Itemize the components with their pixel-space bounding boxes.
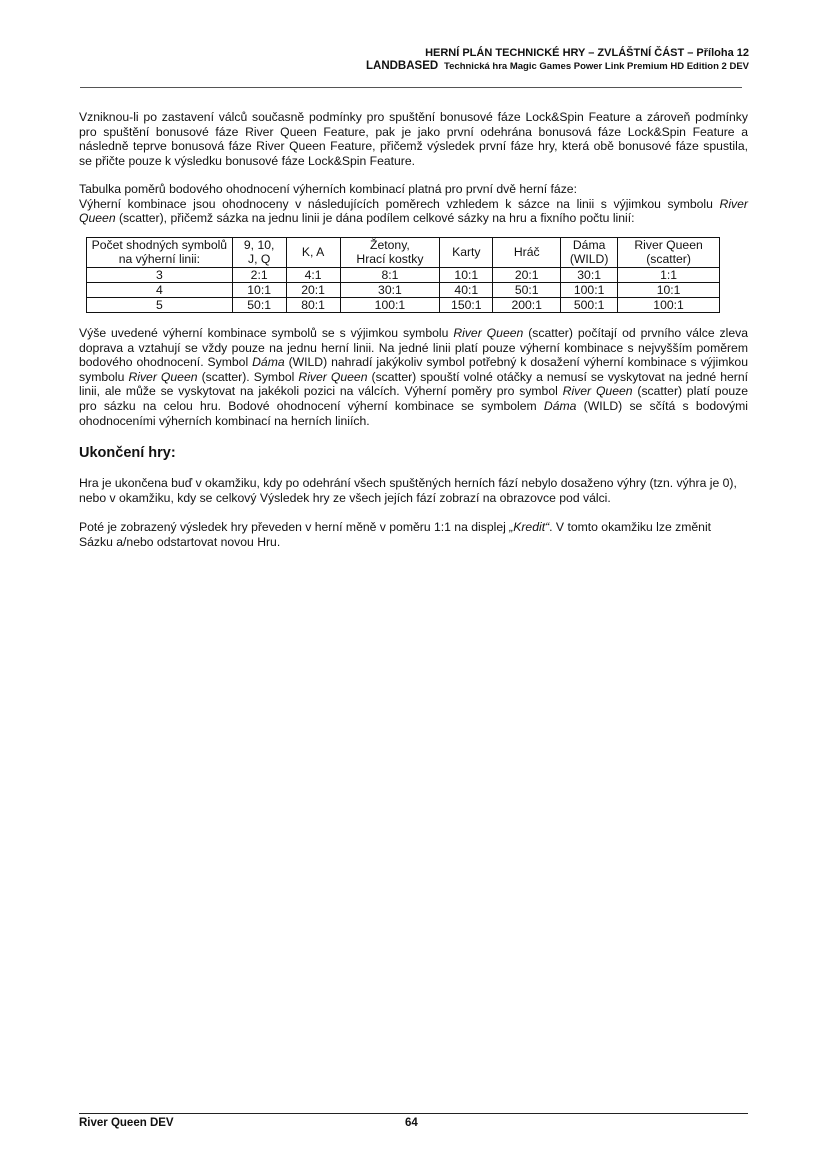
table-cell: 10:1 xyxy=(232,283,286,298)
section-heading: Ukončení hry: xyxy=(79,445,176,461)
text-line xyxy=(79,520,748,535)
text-italic: River xyxy=(719,196,748,211)
table-row xyxy=(87,268,720,283)
table-cell: 10:1 xyxy=(440,268,493,283)
table-cell: 80:1 xyxy=(286,298,340,313)
header-cell-9-10-j-q xyxy=(232,238,286,268)
table-cell: 30:1 xyxy=(561,268,618,283)
text-span: bodového ohodnocení. Symbol xyxy=(79,355,253,370)
header-subtitle xyxy=(366,60,749,73)
text-line: následně teprve bonusová fáze River Queen Feature, přičemž výsledek první fáze hry, která obě bonusové fáze spustila, xyxy=(79,139,748,154)
header-text: River Queen xyxy=(634,237,703,252)
footer-document-name: River Queen DEV xyxy=(79,1117,174,1129)
table-cell: 20:1 xyxy=(286,283,340,298)
header-cell-k-a: K, A xyxy=(286,238,340,268)
table-cell: 3 xyxy=(87,268,233,283)
header-text: Dáma xyxy=(572,237,606,252)
table-cell: 100:1 xyxy=(340,298,440,313)
table-cell: 10:1 xyxy=(618,283,720,298)
header-cell-dama xyxy=(561,238,618,268)
text-italic: River Queen xyxy=(298,369,368,384)
table-cell: 4:1 xyxy=(286,268,340,283)
header-text: (scatter) xyxy=(646,251,691,266)
text-line: Hra je ukončena buď v okamžiku, kdy po odehrání všech spuštěných herních fází nebylo dosaženo výhry (tzn. výhra je 0), xyxy=(79,476,737,490)
text-line: Vzniknou-li po zastavení válců současně podmínky pro spuštění bonusové fáze Lock&Spin Feature a zároveň podmínky xyxy=(79,110,748,124)
table-row xyxy=(87,298,720,313)
text-line xyxy=(79,326,748,341)
table-cell: 30:1 xyxy=(340,283,440,298)
header-text: Žetony, xyxy=(370,237,410,252)
text-span: (scatter). Symbol xyxy=(197,369,299,384)
header-text: na výherní linii: xyxy=(118,251,200,266)
text-italic: Dáma xyxy=(543,398,577,413)
text-line xyxy=(79,197,748,212)
text-italic: River Queen xyxy=(453,326,524,340)
text-italic: River Queen xyxy=(128,369,198,384)
text-span: (scatter) spouští volné otáčky a nemusí se vyskytovat na jedné herní xyxy=(367,369,749,384)
header-text: Hrací kostky xyxy=(356,251,424,266)
text-italic: Dáma xyxy=(252,355,285,370)
text-line: se přičte pouze k výsledku bonusové fáze Lock&Spin Feature. xyxy=(79,153,416,168)
footer-page-number: 64 xyxy=(405,1117,418,1129)
text-span: (scatter) platí pouze xyxy=(632,384,748,399)
text-italic: River Queen xyxy=(562,384,633,399)
table-cell: 40:1 xyxy=(440,283,493,298)
paragraph-credit-transfer xyxy=(79,520,748,549)
table-cell: 500:1 xyxy=(561,298,618,313)
header-text: Počet shodných symbolů xyxy=(91,237,228,252)
table-cell: 5 xyxy=(87,298,233,313)
table-cell: 100:1 xyxy=(561,283,618,298)
text-span: Výše uvedené výherní kombinace symbolů se s výjimkou symbolu xyxy=(79,326,454,340)
text-line xyxy=(79,370,748,385)
text-line: Sázku a/nebo odstartovat novou Hru. xyxy=(79,534,281,549)
text-italic: „Kredit“ xyxy=(509,520,550,534)
header-cell-count xyxy=(87,238,233,268)
header-game-name: Technická hra Magic Games Power Link Premium HD Edition 2 DEV xyxy=(444,61,749,72)
paytable xyxy=(86,237,720,313)
text-line xyxy=(79,211,748,226)
header-divider xyxy=(80,87,742,88)
table-cell: 4 xyxy=(87,283,233,298)
page-header xyxy=(366,47,749,73)
text-line: Tabulka poměrů bodového ohodnocení výherních kombinací platná pro první dvě herní fáze: xyxy=(79,182,577,196)
paragraph-bonus-order xyxy=(79,110,748,168)
table-cell: 100:1 xyxy=(618,298,720,313)
header-title: HERNÍ PLÁN TECHNICKÉ HRY – ZVLÁŠTNÍ ČÁST – Příloha 12 xyxy=(425,47,749,59)
table-cell: 50:1 xyxy=(232,298,286,313)
text-span: Výherní kombinace jsou ohodnoceny v následujících poměrech vzhledem k sázce na linii s výjimkou symbolu xyxy=(79,196,720,211)
header-landbased: LANDBASED xyxy=(365,60,439,72)
text-line: ohodnoceními výherních kombinací na herních liniích. xyxy=(79,413,370,428)
table-cell: 50:1 xyxy=(493,283,561,298)
text-span: Poté je zobrazený výsledek hry převeden v herní měně v poměru 1:1 na displej xyxy=(79,520,510,534)
text-span: pro sázku na celou hru. Bodové ohodnocení výherní kombinace se symbolem xyxy=(79,398,544,413)
paragraph-combination-rules xyxy=(79,326,748,428)
table-cell: 8:1 xyxy=(340,268,440,283)
text-span: linii, ale může se vyskytovat na jakékoli pozici na válcích. Výherní poměry pro symbol xyxy=(79,384,563,399)
text-span: . V tomto okamžiku lze změnit xyxy=(549,520,712,534)
table-cell: 2:1 xyxy=(232,268,286,283)
paragraph-table-intro xyxy=(79,182,748,226)
header-text: J, Q xyxy=(247,251,271,266)
text-span: (WILD) se sčítá s bodovými xyxy=(576,398,748,413)
table-cell: 1:1 xyxy=(618,268,720,283)
table-cell: 150:1 xyxy=(440,298,493,313)
footer-divider xyxy=(79,1113,748,1114)
text-span: symbolu xyxy=(79,369,129,384)
header-cell-zetony xyxy=(340,238,440,268)
text-line: doprava a vztahují se vždy pouze na jednu herní linii. Na jedné linii platí pouze výherní kombinace s nejvyšším poměrem xyxy=(79,340,748,355)
text-span: (WILD) nahradí jakýkoliv symbol potřebný k dosažení výherní kombinace s výjimkou xyxy=(284,355,748,370)
text-line: nebo v okamžiku, kdy se celkový Výsledek hry ze všech jejích fází zobrazí na obrazovce pod válci. xyxy=(79,490,611,505)
header-cell-hrac: Hráč xyxy=(493,238,561,268)
text-line: pro spuštění bonusové fáze River Queen Feature, pak je jako první odehrána bonusová fáze Lock&Spin Feature a xyxy=(79,124,748,139)
table-cell: 20:1 xyxy=(493,268,561,283)
paragraph-game-end xyxy=(79,476,748,505)
header-text: 9, 10, xyxy=(243,237,275,252)
text-line xyxy=(79,399,748,414)
text-line xyxy=(79,384,748,399)
header-cell-karty: Karty xyxy=(440,238,493,268)
text-span: (scatter), přičemž sázka na jednu linii je dána podílem celkové sázky na hru a fixního počtu linií: xyxy=(115,211,635,226)
paytable-header-row xyxy=(87,238,720,268)
table-cell: 200:1 xyxy=(493,298,561,313)
text-italic: Queen xyxy=(79,211,116,226)
table-row xyxy=(87,283,720,298)
text-span: (scatter) počítají od prvního válce zleva xyxy=(523,326,748,340)
header-text: (WILD) xyxy=(569,251,609,266)
header-cell-river-queen xyxy=(618,238,720,268)
text-line xyxy=(79,355,748,370)
